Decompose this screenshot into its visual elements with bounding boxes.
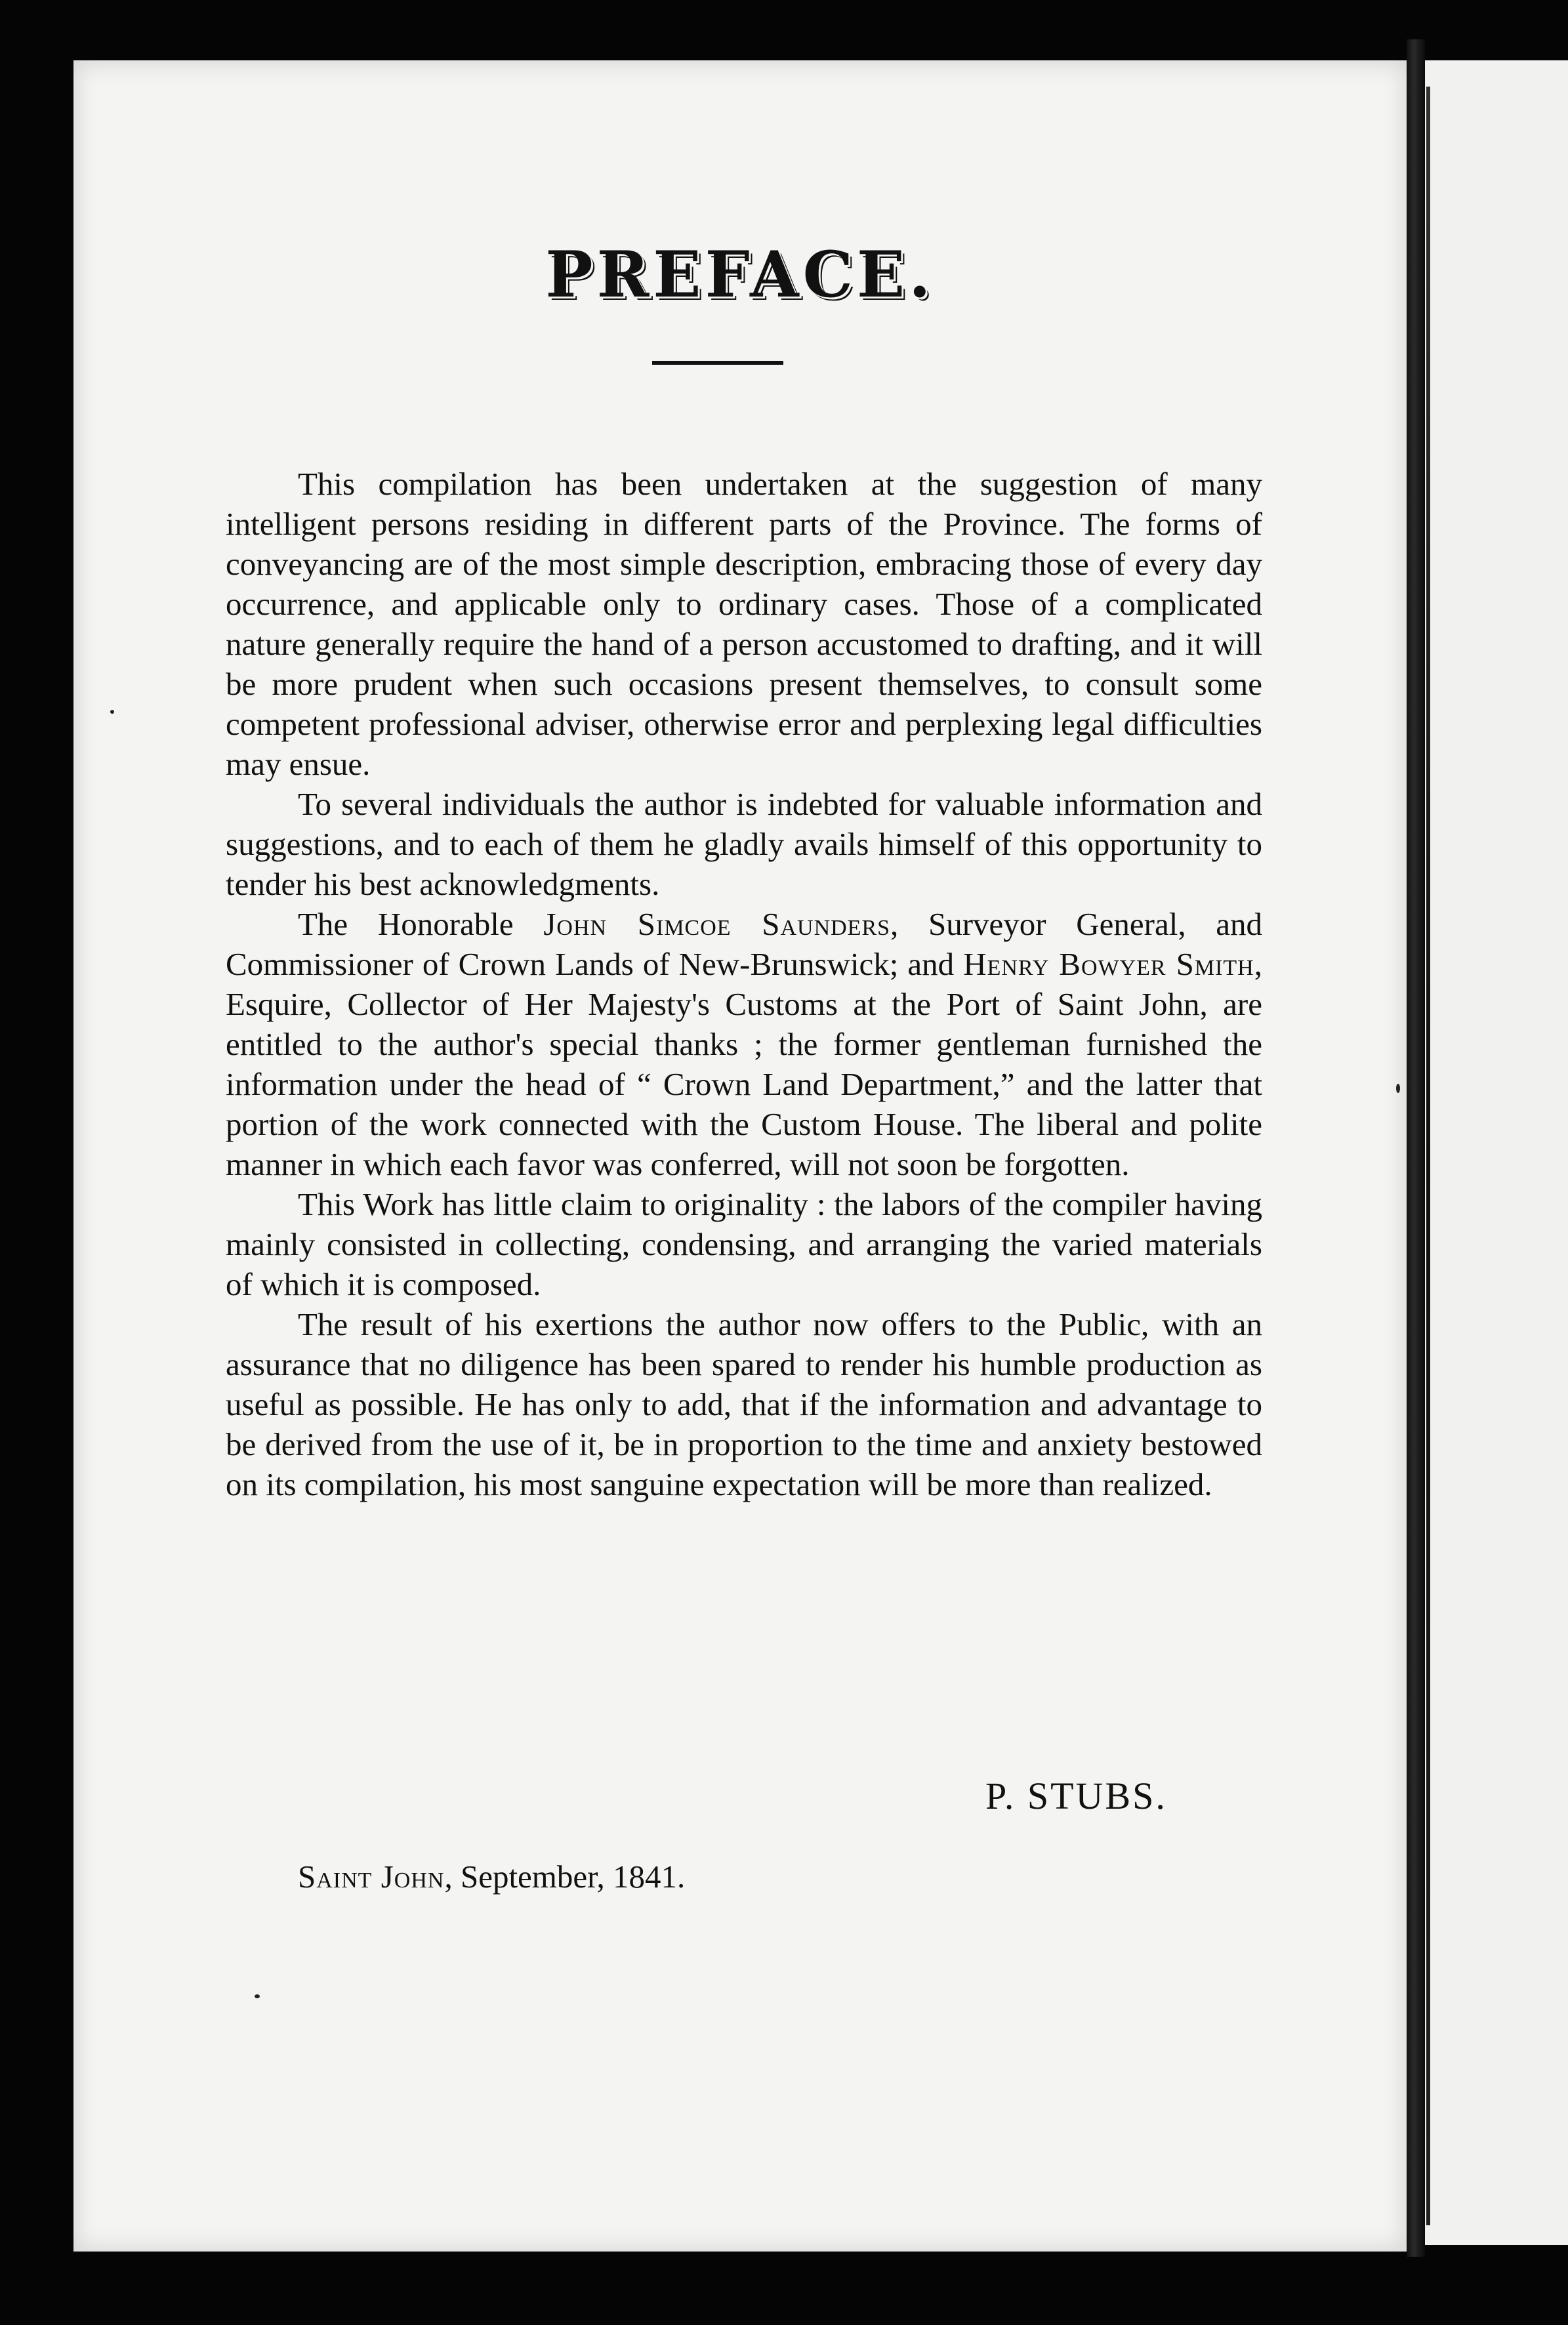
title-rule: [652, 361, 783, 365]
adjacent-page-edge: [1425, 60, 1568, 2245]
book-page: [73, 60, 1407, 2252]
page-gutter-shadow: [1407, 39, 1425, 2257]
paragraph-honorable-mid2: , Esquire, Collector of Her Majesty's Customs at the Port of Saint John, are entitled to the author's special thanks ; the former gentleman furnished the information under the head of “ Crown Land Department,” and the latter that portion of the work connected with the Custom House. The liberal and polite manner in which each favor was conferred, will not soon be forgotten.: [226, 946, 1262, 1182]
name-john-simcoe-saunders: John Simcoe Saunders: [543, 906, 891, 942]
preface-body: [226, 464, 1262, 1504]
page-title: PREFACE.: [545, 237, 935, 312]
paragraph-originality: This Work has little claim to originality : the labors of the compiler having mainly consisted in collecting, condensing, and arranging the varied materials of which it is composed.: [226, 1186, 1262, 1302]
dateline-place: Saint John: [298, 1859, 445, 1895]
paragraph-honorable-thanks: [226, 904, 1262, 1184]
paragraph-acknowledgments: To several individuals the author is indebted for valuable information and suggestions, and to each of them he gladly avails himself of this opportunity to tender his best acknowledgments.: [226, 786, 1262, 902]
dateline-date: , September, 1841.: [444, 1859, 686, 1895]
name-henry-bowyer-smith: Henry Bowyer Smith: [963, 946, 1254, 982]
speck: [255, 1994, 260, 1998]
dateline: [298, 1858, 685, 1895]
author-signature: P. STUBS.: [985, 1775, 1167, 1817]
speck: [1396, 1084, 1400, 1093]
paragraph-honorable-mid1: , Surveyor General, and Commissioner of Crown Lands of New-Brunswick; and: [226, 906, 1263, 982]
paragraph-result: The result of his exertions the author now offers to the Public, with an assurance that no diligence has been spared to render his humble production as useful as possible. He has only to add, that if the information and advantage to be derived from the use of it, be in proportion to the time and anxiety bestowed on its compilation, his most sanguine expectation will be more than realized.: [226, 1306, 1262, 1502]
adjacent-page-spine: [1426, 87, 1430, 2225]
paragraph-honorable-lead: The Honorable: [298, 906, 514, 942]
paragraph-compilation: This compilation has been undertaken at the suggestion of many intelligent persons residing in different parts of the Province. The forms of conveyancing are of the most simple description, embracing those of every day occurrence, and applicable only to ordinary cases. Those of a complicated nature generally require the hand of a person accustomed to drafting, and it will be more prudent when such occasions present themselves, to consult some competent professional adviser, otherwise error and perplexing legal difficulties may ensue.: [226, 466, 1262, 782]
speck: [110, 710, 114, 714]
